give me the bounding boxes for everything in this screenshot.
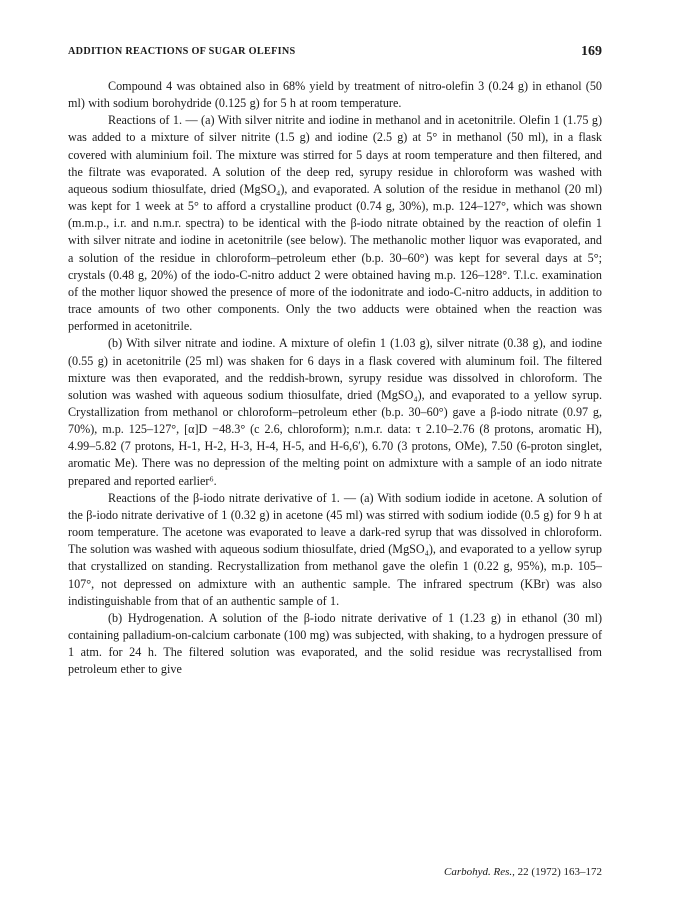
- journal-citation: [444, 866, 602, 878]
- journal-name: Carbohyd. Res.,: [444, 866, 515, 878]
- running-head: ADDITION REACTIONS OF SUGAR OLEFINS: [68, 46, 296, 57]
- paragraph: Reactions of 1. — (a) With silver nitrite and iodine in methanol and in acetonitrile. Olefin 1 (1.75 g) was added to a mixture of silver nitrite (1.5 g) and iodine (2.5 g) at 5° in methanol (50 ml), in a flask covered with aluminium foil. The mixture was stirred for 5 days at room temperature and then filtered, and the filtrate was evaporated. A solution of the deep red, syrupy residue in chloroform was washed with aqueous sodium thiosulfate, dried (MgSO₄), and evaporated. A solution of the residue in methanol (20 ml) was kept for 1 week at 5° to afford a crystalline product (0.74 g, 30%), m.p. 124–127°, which was shown (m.m.p., i.r. and n.m.r. spectra) to be identical with the β-iodo nitrate obtained by the reaction of olefin 1 with silver nitrate and iodine in acetonitrile (see below). The methanolic mother liquor was evaporated, and a solution of the residue in chloroform–petroleum ether (b.p. 30–60°) was kept for several days at 5°; crystals (0.48 g, 20%) of the iodo-C-nitro adduct 2 were obtained having m.p. 126–128°. T.l.c. examination of the mother liquor showed the presence of more of the iodonitrate and iodo-C-nitro adducts, in addition to trace amounts of two other components. Only the two adducts were obtained when the reaction was performed in acetonitrile.: [68, 113, 602, 334]
- body-text: [68, 78, 602, 678]
- paragraph: Reactions of the β-iodo nitrate derivative of 1. — (a) With sodium iodide in acetone. A solution of the β-iodo nitrate derivative of 1 (0.32 g) in acetone (45 ml) was stirred with sodium iodide (0.5 g) for 9 h at room temperature. The acetone was evaporated to leave a dark-red syrup that was dissolved in chloroform. The solution was washed with aqueous sodium thiosulfate, dried (MgSO₄), and evaporated to a yellow syrup that crystallized on standing. Recrystallization from methanol gave the olefin 1 (0.22 g, 95%), m.p. 105–107°, not depressed on admixture with an authentic sample. The infrared spectrum (KBr) was also indistinguishable from that of an authentic sample of 1.: [68, 490, 602, 608]
- page-header: [68, 44, 602, 64]
- paragraph: (b) Hydrogenation. A solution of the β-iodo nitrate derivative of 1 (1.23 g) in ethanol (30 ml) containing palladium-on-calcium carbonate (100 mg) was subjected, with shaking, to a hydrogen pressure of 1 atm. for 24 h. The filtered solution was evaporated, and the solid residue was recrystallised from petroleum ether to give: [68, 610, 602, 677]
- paragraph: (b) With silver nitrate and iodine. A mixture of olefin 1 (1.03 g), silver nitrate (0.38 g), and iodine (0.55 g) in acetonitrile (25 ml) was shaken for 6 days in a flask covered with aluminum foil. The filtered mixture was then evaporated, and the reddish-brown, syrupy residue was dissolved in chloroform. The solution was washed with aqueous sodium thiosulfate, dried (MgSO₄), and evaporated to a yellow syrup. Crystallization from methanol or chloroform–petroleum ether (b.p. 30–60°) gave a β-iodo nitrate (0.97 g, 70%), m.p. 125–127°, [α]D −48.3° (c 2.6, chloroform); n.m.r. data: τ 2.10–2.76 (8 protons, aromatic H), 4.99–5.82 (7 protons, H-1, H-2, H-3, H-4, H-5, and H-6,6′), 6.70 (3 protons, OMe), 7.50 (6-proton singlet, aromatic Me). There was no depression of the melting point on admixture with a sample of an iodo nitrate prepared and reported earlier⁶.: [68, 336, 602, 488]
- paragraph: Compound 4 was obtained also in 68% yield by treatment of nitro-olefin 3 (0.24 g) in ethanol (50 ml) with sodium borohydride (0.125 g) for 5 h at room temperature.: [68, 79, 602, 111]
- citation-details: 22 (1972) 163–172: [517, 866, 602, 878]
- page-number: 169: [581, 44, 602, 59]
